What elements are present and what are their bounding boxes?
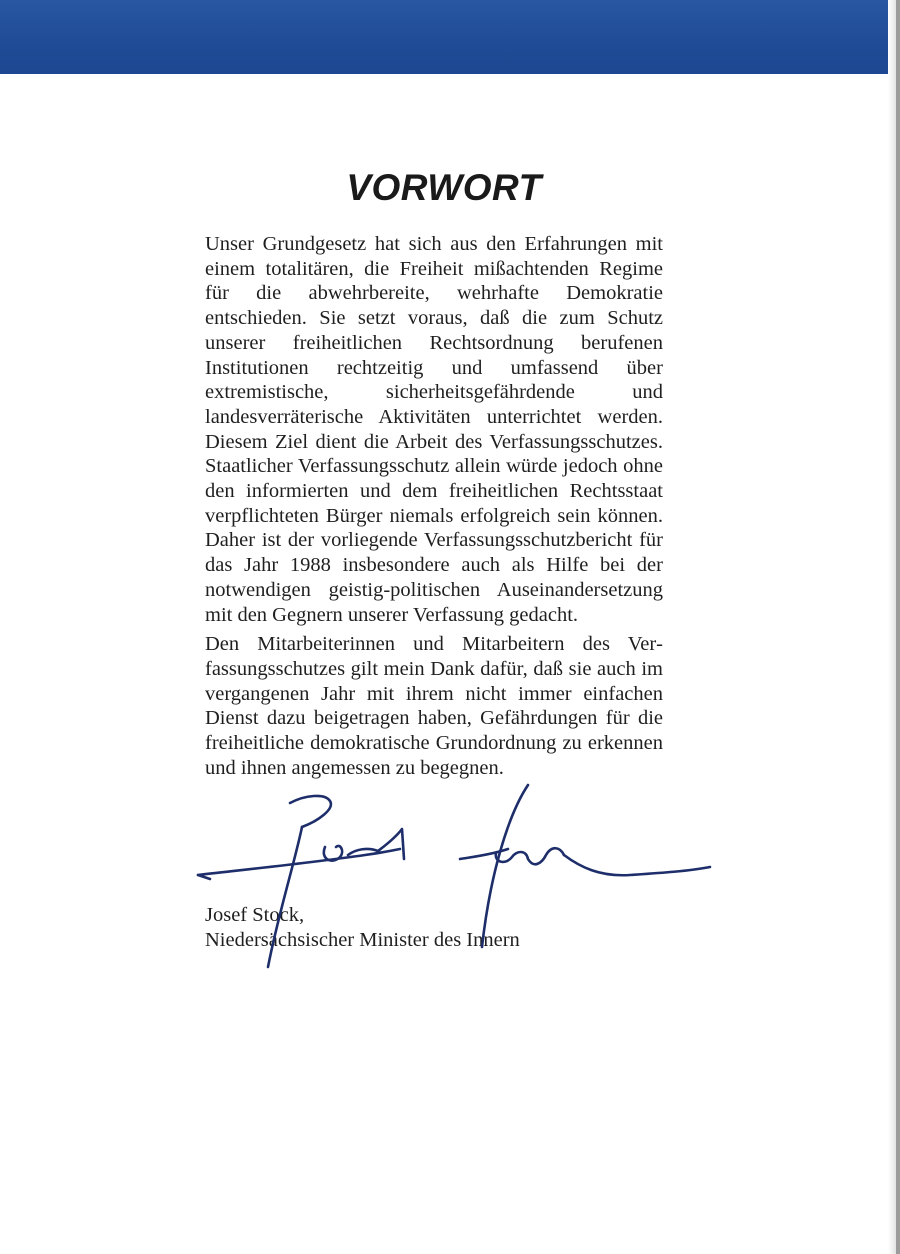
header-color-band [0,0,888,74]
handwritten-signature [190,775,720,990]
signatory-name: Josef Stock, [205,904,305,926]
signature-stroke-os [324,829,404,861]
signatory-block [205,903,520,953]
signature-stroke-j-top [290,796,331,827]
signature-stroke-hook [198,875,210,879]
signature-stroke-s-bar [460,849,508,859]
page-edge-line [896,0,900,1254]
paragraph-2: Den Mitarbeiterinnen und Mitarbeitern des Verfassungsschutzes gilt mein Dank dafür, daß sie auch im vergangenen Jahr mit ihrem nicht immer einfachen Dienst dazu beigetragen haben, Gefährdungen für die freiheitliche demokratische Grundordnung zu erkennen und ihnen angemessen zu begegnen. [205,633,663,779]
foreword-body [205,232,663,785]
signatory-title: Niedersächsischer Minister des Innern [205,929,520,951]
signature-stroke-underline [198,849,400,875]
paragraph-1: Unser Grundgesetz hat sich aus den Erfahrungen mit einem totalitären, die Freiheit mißachtenden Regime für die abwehrbereite, wehrhafte Demokratie entschieden. Sie setzt voraus, daß die zum Schutz unserer freiheitlichen Rechtsordnung berufenen Institutionen rechtzeitig und umfassend über extremistische, sicherheitsgefährdende und landesverräterische Aktivitäten unterrichtet werden. Diesem Ziel dient die Arbeit des Verfassungsschutzes. Staatlicher Verfassungsschutz allein würde jedoch ohne den informierten und dem freiheitlichen Rechtsstaat verpflichteten Bürger niemals erfolgreich sein können. Daher ist der vorliegende Verfassungsschutzbericht für das Jahr 1988 insbesondere auch als Hilfe bei der notwendigen geistig-politischen Auseinandersetzung mit den Gegnern unserer Verfassung gedacht. [205,233,663,626]
signature-stroke-tail [564,855,710,875]
page-title: VORWORT [346,167,542,208]
signature-stroke-s-loop [496,848,564,864]
